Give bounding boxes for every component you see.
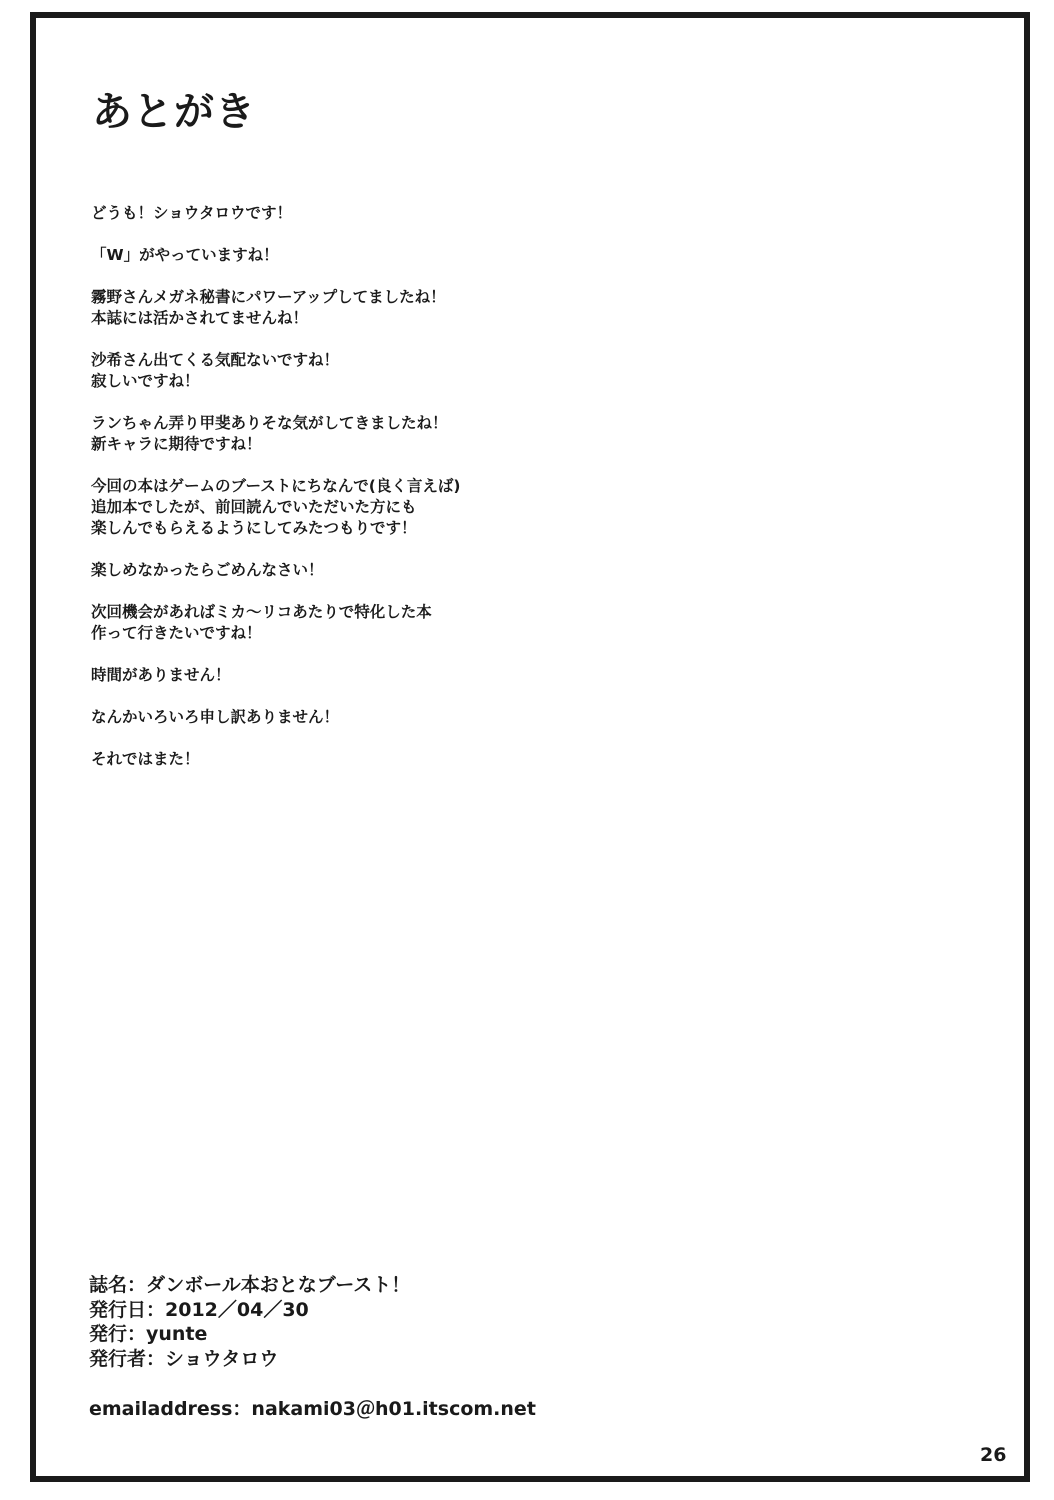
text-line: 楽しめなかったらごめんなさい！ — [91, 561, 324, 579]
colophon-book-name: 誌名：ダンボール本おとなブースト！ — [89, 1274, 411, 1296]
paragraph — [91, 707, 651, 728]
paragraph — [91, 287, 651, 329]
text-line: 本誌には活かされてませんね！ — [91, 309, 309, 327]
paragraph — [91, 560, 651, 581]
colophon-issuer: 発行者：ショウタロウ — [89, 1347, 279, 1370]
text-line: なんかいろいろ申し訳ありません！ — [91, 708, 340, 726]
text-line: 時間がありません！ — [91, 666, 231, 684]
paragraph — [91, 476, 651, 539]
text-line: 沙希さん出てくる気配ないですね！ — [91, 351, 340, 369]
text-line: 作って行きたいですね！ — [91, 624, 262, 642]
paragraph — [91, 203, 651, 224]
text-line: 新キャラに期待ですね！ — [91, 435, 262, 453]
text-line: 霧野さんメガネ秘書にパワーアップしてましたね！ — [91, 288, 446, 306]
text-line: 次回機会があればミカ～リコあたりで特化した本 — [91, 603, 432, 621]
colophon-issue-date: 発行日：2012／04／30 — [89, 1298, 309, 1321]
paragraph — [91, 602, 651, 644]
paragraph — [91, 350, 651, 392]
page-number: 26 — [980, 1444, 1007, 1466]
text-line: ランちゃん弄り甲斐ありそな気がしてきましたね！ — [91, 414, 448, 432]
text-line: 今回の本はゲームのブーストにちなんで(良く言えば) — [91, 477, 461, 495]
text-line: 寂しいですね！ — [91, 372, 200, 390]
colophon — [89, 1273, 410, 1371]
paragraph — [91, 245, 651, 266]
paragraph — [91, 665, 651, 686]
page-title: あとがき — [92, 89, 256, 135]
colophon-publisher: 発行：yunte — [89, 1323, 208, 1345]
paragraph — [91, 749, 651, 770]
email-address: emailaddress：nakami03＠h01.itscom.net — [89, 1398, 536, 1420]
text-line: どうも！ショウタロウです！ — [91, 204, 293, 222]
text-line: 楽しんでもらえるようにしてみたつもりです！ — [91, 519, 417, 537]
text-line: 「W」がやっていますね！ — [91, 246, 279, 264]
paragraph — [91, 413, 651, 455]
text-line: それではまた！ — [91, 750, 200, 768]
text-line: 追加本でしたが、前回読んでいただいた方にも — [91, 498, 417, 516]
afterword-body — [91, 203, 651, 791]
